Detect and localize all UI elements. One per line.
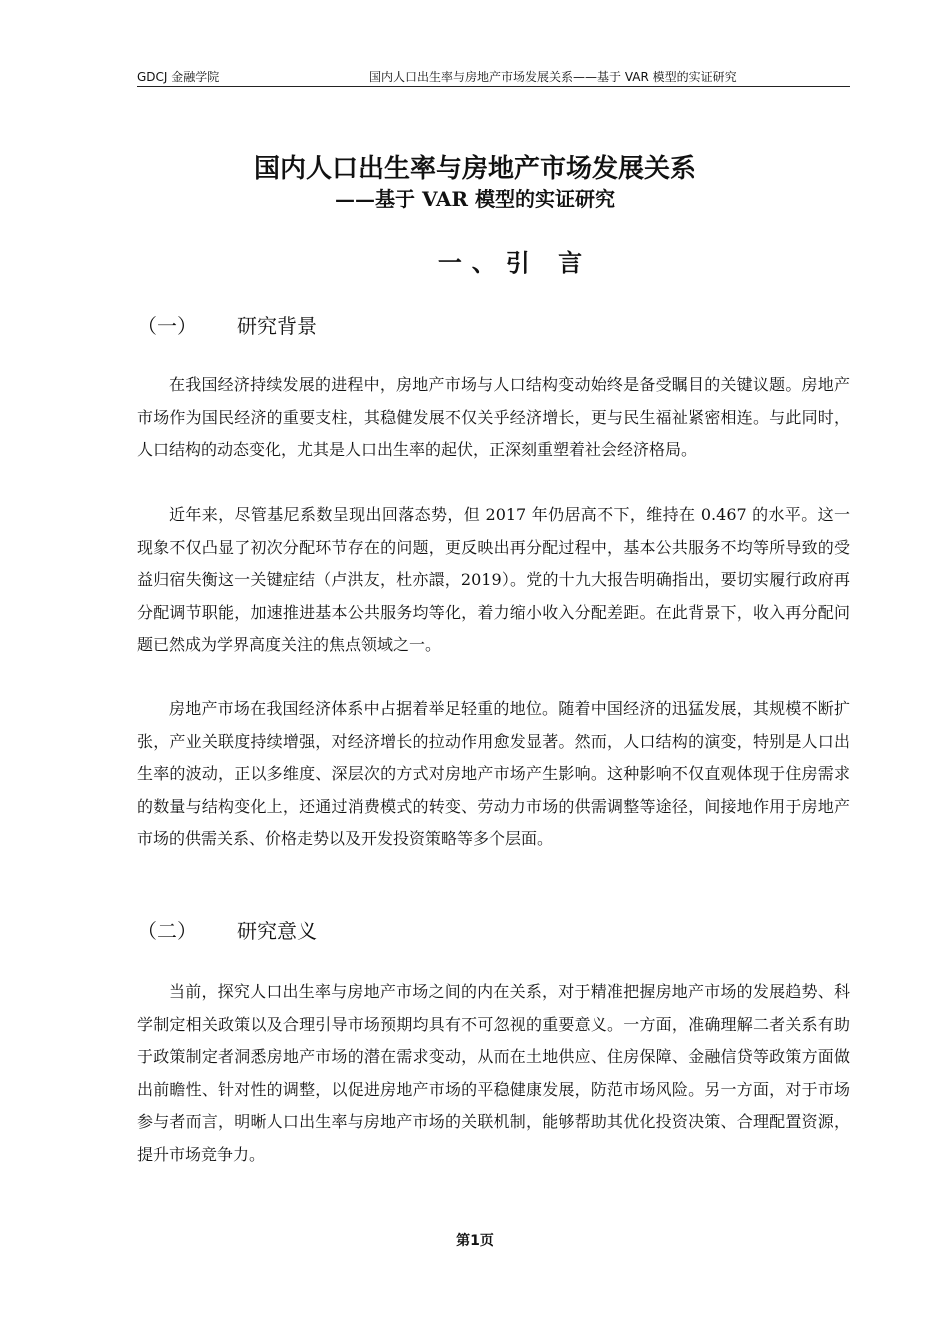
header-paper-title: 国内人口出生率与房地产市场发展关系——基于 VAR 模型的实证研究: [369, 70, 737, 84]
paragraph: 近年来，尽管基尼系数呈现出回落态势，但 2017 年仍居高不下，维持在 0.467 的水平。这一现象不仅凸显了初次分配环节存在的问题，更反映出再分配过程中，基本公共服务不均等所导致的受益归宿失衡这一关键症结（卢洪友，杜亦譞，2019）。党的十九大报告明确指出，要切实履行政府再分配调节职能，加速推进基本公共服务均等化，着力缩小收入分配差距。在此背景下，收入再分配问题已然成为学界高度关注的焦点领域之一。: [137, 505, 850, 654]
paper-title: 国内人口出生率与房地产市场发展关系: [253, 154, 696, 184]
page-number: 第1页: [456, 1233, 494, 1249]
section-title: 研究背景: [237, 314, 317, 338]
header-institution: GDCJ 金融学院: [137, 70, 220, 84]
section-number: （二）: [137, 919, 197, 943]
paper-subtitle: ——基于 VAR 模型的实证研究: [334, 187, 616, 211]
paragraph: 当前，探究人口出生率与房地产市场之间的内在关系，对于精准把握房地产市场的发展趋势、科学制定相关政策以及合理引导市场预期均具有不可忽视的重要意义。一方面，准确理解二者关系有助于政策制定者洞悉房地产市场的潜在需求变动，从而在土地供应、住房保障、金融信贷等政策方面做出前瞻性、针对性的调整，以促进房地产市场的平稳健康发展，防范市场风险。另一方面，对于市场参与者而言，明晰人口出生率与房地产市场的关联机制，能够帮助其优化投资决策、合理配置资源，提升市场竞争力。: [137, 982, 850, 1164]
chapter-heading: 一、引 言: [437, 248, 593, 277]
section-number: （一）: [137, 314, 197, 338]
section-title: 研究意义: [237, 919, 317, 943]
paragraph: 房地产市场在我国经济体系中占据着举足轻重的地位。随着中国经济的迅猛发展，其规模不断扩张，产业关联度持续增强，对经济增长的拉动作用愈发显著。然而，人口结构的演变，特别是人口出生率的波动，正以多维度、深层次的方式对房地产市场产生影响。这种影响不仅直观体现于住房需求的数量与结构变化上，还通过消费模式的转变、劳动力市场的供需调整等途径，间接地作用于房地产市场的供需关系、价格走势以及开发投资策略等多个层面。: [137, 699, 850, 848]
running-header: [137, 66, 850, 87]
section-heading-background: [137, 310, 317, 339]
section-heading-significance: [137, 915, 317, 944]
paragraph: 在我国经济持续发展的进程中，房地产市场与人口结构变动始终是备受瞩目的关键议题。房地产市场作为国民经济的重要支柱，其稳健发展不仅关乎经济增长，更与民生福祉紧密相连。与此同时，人口结构的动态变化，尤其是人口出生率的起伏，正深刻重塑着社会经济格局。: [137, 375, 850, 459]
